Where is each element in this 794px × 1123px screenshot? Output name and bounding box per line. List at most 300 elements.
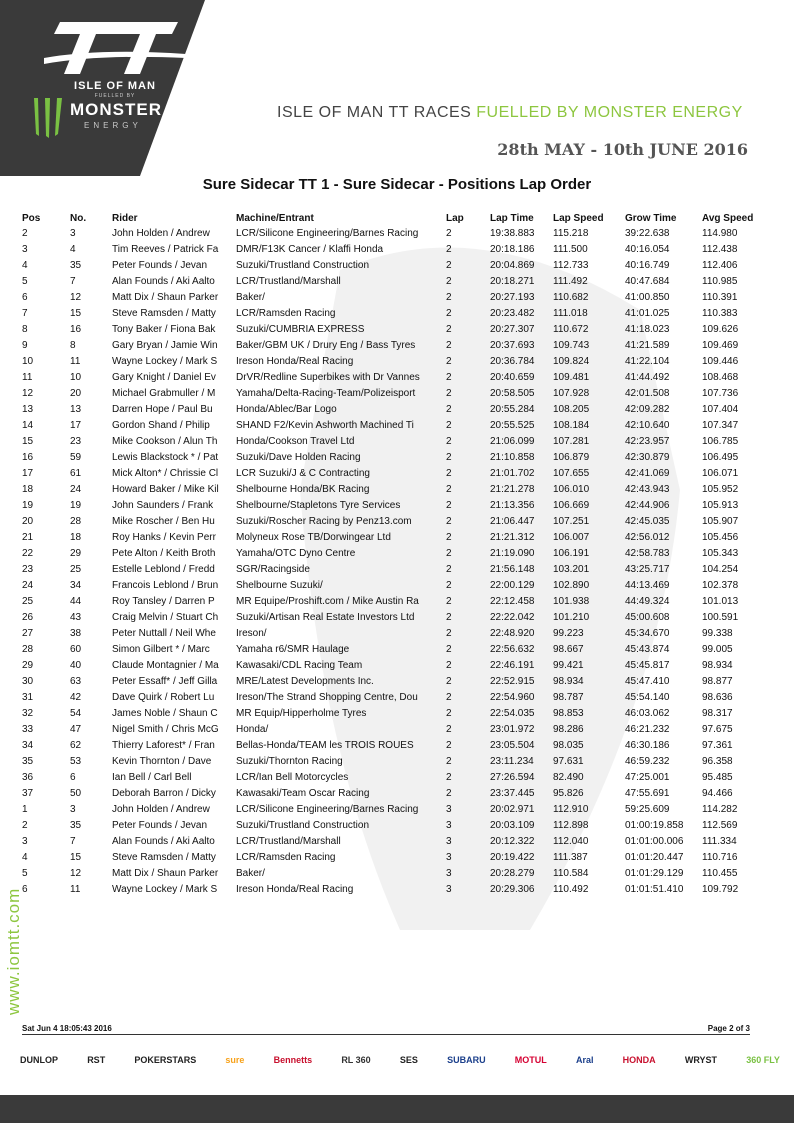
table-cell: 7 xyxy=(70,275,76,287)
table-cell: 2 xyxy=(446,739,452,751)
table-cell: 112.406 xyxy=(702,259,738,271)
table-cell: 4 xyxy=(22,851,28,863)
table-cell: 99.005 xyxy=(702,643,733,655)
table-cell: 41:00.850 xyxy=(625,291,670,303)
table-cell: 3 xyxy=(446,867,452,879)
table-cell: 20:36.784 xyxy=(490,355,535,367)
table-cell: 14 xyxy=(22,419,34,431)
table-cell: 112.910 xyxy=(553,803,589,815)
table-cell: 31 xyxy=(22,691,34,703)
table-cell: 112.733 xyxy=(553,259,589,271)
table-cell: 97.631 xyxy=(553,755,584,767)
table-cell: 105.913 xyxy=(702,499,739,511)
column-header: Lap Time xyxy=(490,212,534,224)
table-cell: 107.404 xyxy=(702,403,739,415)
table-cell: 109.743 xyxy=(553,339,590,351)
table-cell: Shelbourne Suzuki/ xyxy=(236,579,323,591)
table-cell: 2 xyxy=(446,355,452,367)
table-cell: 111.492 xyxy=(553,275,588,287)
table-cell: 3 xyxy=(22,243,28,255)
table-cell: 2 xyxy=(22,819,28,831)
table-cell: 38 xyxy=(70,627,82,639)
table-cell: 35 xyxy=(70,259,82,271)
table-cell: Suzuki/Trustland Construction xyxy=(236,819,370,831)
table-cell: 27 xyxy=(22,627,34,639)
table-cell: 20:02.971 xyxy=(490,803,535,815)
table-row xyxy=(22,561,766,577)
table-cell: 01:01:29.129 xyxy=(625,867,684,879)
table-cell: 112.040 xyxy=(553,835,589,847)
table-cell: 50 xyxy=(70,787,82,799)
table-row xyxy=(22,353,766,369)
table-cell: 59:25.609 xyxy=(625,803,670,815)
table-cell: 23:05.504 xyxy=(490,739,535,751)
table-cell: 20:55.525 xyxy=(490,419,535,431)
table-cell: 98.035 xyxy=(553,739,584,751)
table-cell: 2 xyxy=(446,563,452,575)
table-row xyxy=(22,225,766,241)
table-cell: 2 xyxy=(446,627,452,639)
table-cell: 20:03.109 xyxy=(490,819,535,831)
table-cell: 20:12.322 xyxy=(490,835,535,847)
table-cell: 2 xyxy=(446,499,452,511)
table-cell: 46:03.062 xyxy=(625,707,670,719)
table-cell: 20:29.306 xyxy=(490,883,535,895)
table-cell: 46:59.232 xyxy=(625,755,670,767)
sponsor-logo: POKERSTARS xyxy=(134,1055,197,1065)
table-cell: 45:43.874 xyxy=(625,643,670,655)
table-cell: Roy Tansley / Darren P xyxy=(112,595,215,607)
table-cell: 45:54.140 xyxy=(625,691,670,703)
table-cell: Honda/Ablec/Bar Logo xyxy=(236,403,337,415)
sponsor-logo: Bennetts xyxy=(273,1055,313,1065)
table-cell: 112.438 xyxy=(702,243,738,255)
table-cell: 2 xyxy=(446,387,452,399)
table-cell: 42:43.943 xyxy=(625,483,670,495)
table-cell: Baker/ xyxy=(236,867,265,879)
table-cell: 2 xyxy=(446,515,452,527)
table-row xyxy=(22,465,766,481)
table-cell: 114.282 xyxy=(702,803,738,815)
table-cell: 20:27.307 xyxy=(490,323,535,335)
table-cell: 33 xyxy=(22,723,34,735)
table-row xyxy=(22,817,766,833)
table-cell: 22:22.042 xyxy=(490,611,535,623)
table-cell: 42:56.012 xyxy=(625,531,670,543)
table-cell: 3 xyxy=(446,803,452,815)
table-cell: 3 xyxy=(70,227,76,239)
footer-page-number: Page 2 of 3 xyxy=(707,1024,750,1033)
table-cell: 20:04.869 xyxy=(490,259,535,271)
table-cell: 110.492 xyxy=(553,883,589,895)
table-row xyxy=(22,657,766,673)
table-cell: Estelle Leblond / Fredd xyxy=(112,563,215,575)
table-cell: Ian Bell / Carl Bell xyxy=(112,771,192,783)
table-cell: 40:16.054 xyxy=(625,243,670,255)
table-cell: Kawasaki/CDL Racing Team xyxy=(236,659,363,671)
table-cell: 42:01.508 xyxy=(625,387,670,399)
table-cell: 5 xyxy=(22,275,28,287)
table-cell: 98.853 xyxy=(553,707,584,719)
table-cell: 2 xyxy=(446,531,452,543)
table-row xyxy=(22,417,766,433)
table-cell: 27:26.594 xyxy=(490,771,535,783)
table-cell: Ireson/ xyxy=(236,627,267,639)
table-cell: 105.456 xyxy=(702,531,739,543)
table-cell: 20:40.659 xyxy=(490,371,535,383)
side-url: www.iomtt.com xyxy=(4,887,23,1015)
table-cell: 3 xyxy=(446,883,452,895)
table-cell: 42 xyxy=(70,691,82,703)
table-cell: Suzuki/CUMBRIA EXPRESS xyxy=(236,323,365,335)
table-cell: 111.387 xyxy=(553,851,588,863)
table-cell: 110.383 xyxy=(702,307,738,319)
table-cell: 16 xyxy=(70,323,82,335)
table-cell: 41:22.104 xyxy=(625,355,670,367)
table-cell: Lewis Blackstock * / Pat xyxy=(112,451,219,463)
table-cell: 20 xyxy=(22,515,34,527)
table-cell: Honda/ xyxy=(236,723,269,735)
table-cell: 01:01:00.006 xyxy=(625,835,684,847)
table-cell: 110.985 xyxy=(702,275,738,287)
table-cell: 22:48.920 xyxy=(490,627,535,639)
table-cell: Claude Montagnier / Ma xyxy=(112,659,219,671)
table-cell: 46:30.186 xyxy=(625,739,670,751)
table-cell: Yamaha/Delta-Racing-Team/Polizeisport xyxy=(236,387,416,399)
table-cell: Deborah Barron / Dicky xyxy=(112,787,216,799)
sponsor-logo: SES xyxy=(399,1055,418,1065)
table-cell: 2 xyxy=(446,227,452,239)
table-cell: 3 xyxy=(446,851,452,863)
table-cell: 61 xyxy=(70,467,82,479)
table-cell: 2 xyxy=(446,467,452,479)
table-cell: 102.890 xyxy=(553,579,590,591)
table-cell: 21:56.148 xyxy=(490,563,535,575)
table-cell: 29 xyxy=(22,659,34,671)
table-cell: Simon Gilbert * / Marc xyxy=(112,643,210,655)
isle-of-man-label: ISLE OF MAN xyxy=(74,80,156,92)
header-title xyxy=(277,104,743,122)
sponsor-logo: WRYST xyxy=(684,1055,718,1065)
table-cell: 29 xyxy=(70,547,82,559)
table-cell: 102.378 xyxy=(702,579,739,591)
table-cell: MR Equipe/Proshift.com / Mike Austin Ra xyxy=(236,595,419,607)
table-cell: 16 xyxy=(22,451,34,463)
table-cell: 107.347 xyxy=(702,419,739,431)
table-cell: 2 xyxy=(446,339,452,351)
table-cell: 94.466 xyxy=(702,787,733,799)
table-cell: 98.667 xyxy=(553,643,584,655)
column-header: Pos xyxy=(22,212,41,224)
table-cell: 21:06.447 xyxy=(490,515,535,527)
table-cell: MRE/Latest Developments Inc. xyxy=(236,675,374,687)
table-cell: 22:46.191 xyxy=(490,659,535,671)
table-row xyxy=(22,785,766,801)
table-cell: LCR/Ramsden Racing xyxy=(236,307,336,319)
table-cell: 41:21.589 xyxy=(625,339,670,351)
table-cell: 8 xyxy=(70,339,76,351)
table-cell: 2 xyxy=(446,691,452,703)
table-cell: 12 xyxy=(70,291,82,303)
table-cell: Bellas-Honda/TEAM les TROIS ROUES xyxy=(236,739,414,751)
table-cell: 109.792 xyxy=(702,883,739,895)
table-cell: 44 xyxy=(70,595,82,607)
results-table xyxy=(22,211,766,897)
table-cell: 43 xyxy=(70,611,82,623)
table-cell: 35 xyxy=(70,819,82,831)
table-cell: 47:25.001 xyxy=(625,771,670,783)
sponsor-logo: RST xyxy=(87,1055,106,1065)
table-cell: Ireson/The Strand Shopping Centre, Dou xyxy=(236,691,418,703)
document-title: Sure Sidecar TT 1 - Sure Sidecar - Positions Lap Order xyxy=(202,176,592,193)
table-cell: 2 xyxy=(446,595,452,607)
table-cell: 106.669 xyxy=(553,499,590,511)
table-row xyxy=(22,577,766,593)
table-cell: Shelbourne/Stapletons Tyre Services xyxy=(236,499,401,511)
table-cell: Kawasaki/Team Oscar Racing xyxy=(236,787,370,799)
table-cell: Peter Founds / Jevan xyxy=(112,259,208,271)
table-cell: 32 xyxy=(22,707,34,719)
table-row xyxy=(22,801,766,817)
table-cell: 82.490 xyxy=(553,771,584,783)
table-cell: 44:13.469 xyxy=(625,579,670,591)
table-cell: 111.500 xyxy=(553,243,588,255)
table-row xyxy=(22,769,766,785)
table-cell: SGR/Racingside xyxy=(236,563,310,575)
table-cell: 106.495 xyxy=(702,451,739,463)
monster-claw-icon xyxy=(28,96,68,138)
table-cell: Tim Reeves / Patrick Fa xyxy=(112,243,219,255)
table-cell: 107.736 xyxy=(702,387,739,399)
table-row xyxy=(22,321,766,337)
table-cell: Howard Baker / Mike Kil xyxy=(112,483,219,495)
table-cell: 15 xyxy=(22,435,34,447)
table-cell: 9 xyxy=(22,339,28,351)
table-cell: Suzuki/Artisan Real Estate Investors Ltd xyxy=(236,611,415,623)
table-cell: 97.361 xyxy=(702,739,733,751)
table-row xyxy=(22,641,766,657)
table-row xyxy=(22,241,766,257)
sponsor-logo: SUBARU xyxy=(447,1055,486,1065)
footer-divider xyxy=(22,1034,750,1035)
table-cell: James Noble / Shaun C xyxy=(112,707,218,719)
table-row xyxy=(22,849,766,865)
table-cell: Suzuki/Roscher Racing by Penz13.com xyxy=(236,515,412,527)
column-header: Lap Speed xyxy=(553,212,604,224)
table-cell: 2 xyxy=(446,291,452,303)
table-cell: Shelbourne Honda/BK Racing xyxy=(236,483,370,495)
monster-wordmark: MONSTER xyxy=(70,100,162,119)
table-cell: 2 xyxy=(446,787,452,799)
table-header-row xyxy=(22,211,766,225)
table-cell: 21:01.702 xyxy=(490,467,535,479)
table-cell: LCR Suzuki/J & C Contracting xyxy=(236,467,370,479)
table-cell: 34 xyxy=(70,579,82,591)
table-cell: 96.358 xyxy=(702,755,733,767)
table-cell: 101.938 xyxy=(553,595,590,607)
table-cell: 20 xyxy=(70,387,82,399)
table-cell: 45:00.608 xyxy=(625,611,670,623)
column-header: Grow Time xyxy=(625,212,677,224)
fuelled-by-label: FUELLED BY xyxy=(94,93,136,99)
sponsor-logo: DUNLOP xyxy=(20,1055,58,1065)
table-cell: 108.205 xyxy=(553,403,590,415)
table-cell: 95.826 xyxy=(553,787,584,799)
table-cell: 45:47.410 xyxy=(625,675,670,687)
table-cell: 44:49.324 xyxy=(625,595,670,607)
table-cell: 100.591 xyxy=(702,611,739,623)
table-cell: 47 xyxy=(70,723,82,735)
table-cell: 3 xyxy=(446,835,452,847)
table-cell: 2 xyxy=(446,611,452,623)
table-cell: 25 xyxy=(22,595,34,607)
table-cell: 35 xyxy=(22,755,34,767)
table-cell: 106.010 xyxy=(553,483,590,495)
table-cell: 98.787 xyxy=(553,691,584,703)
table-cell: LCR/Trustland/Marshall xyxy=(236,275,341,287)
table-cell: Wayne Lockey / Mark S xyxy=(112,883,218,895)
table-cell: 42:09.282 xyxy=(625,403,670,415)
column-header: Rider xyxy=(112,212,138,224)
table-cell: LCR/Silicone Engineering/Barnes Racing xyxy=(236,803,419,815)
table-cell: 01:01:51.410 xyxy=(625,883,684,895)
table-row xyxy=(22,881,766,897)
table-cell: 42:45.035 xyxy=(625,515,670,527)
table-cell: Thierry Laforest* / Fran xyxy=(112,739,215,751)
table-cell: 41:01.025 xyxy=(625,307,670,319)
table-cell: Francois Leblond / Brun xyxy=(112,579,219,591)
table-cell: 110.682 xyxy=(553,291,589,303)
table-cell: 5 xyxy=(22,867,28,879)
header-title-highlight: FUELLED BY MONSTER ENERGY xyxy=(476,104,743,121)
table-cell: 28 xyxy=(22,643,34,655)
table-cell: 20:18.186 xyxy=(490,243,535,255)
table-cell: 17 xyxy=(70,419,82,431)
table-cell: 105.907 xyxy=(702,515,739,527)
sponsor-logo: 360 FLY xyxy=(746,1055,780,1065)
table-cell: 60 xyxy=(70,643,82,655)
table-cell: 43:25.717 xyxy=(625,563,670,575)
table-cell: LCR/Ian Bell Motorcycles xyxy=(236,771,349,783)
table-cell: 98.934 xyxy=(702,659,733,671)
table-row xyxy=(22,833,766,849)
table-cell: 15 xyxy=(70,307,82,319)
table-cell: 8 xyxy=(22,323,28,335)
table-cell: 99.223 xyxy=(553,627,584,639)
table-row xyxy=(22,401,766,417)
table-cell: SHAND F2/Kevin Ashworth Machined Ti xyxy=(236,419,414,431)
table-cell: Suzuki/Dave Holden Racing xyxy=(236,451,361,463)
table-cell: Roy Hanks / Kevin Perr xyxy=(112,531,216,543)
table-cell: 7 xyxy=(22,307,28,319)
table-cell: 15 xyxy=(70,851,82,863)
table-cell: 110.455 xyxy=(702,867,738,879)
table-cell: 99.421 xyxy=(553,659,584,671)
table-cell: 2 xyxy=(446,659,452,671)
sponsor-logo: RL 360 xyxy=(341,1055,371,1065)
table-cell: 109.469 xyxy=(702,339,739,351)
table-cell: 22:54.035 xyxy=(490,707,535,719)
table-cell: 59 xyxy=(70,451,82,463)
table-cell: 106.879 xyxy=(553,451,590,463)
table-cell: 22:12.458 xyxy=(490,595,535,607)
table-cell: 23 xyxy=(70,435,82,447)
table-cell: 109.824 xyxy=(553,355,590,367)
table-row xyxy=(22,497,766,513)
table-cell: 20:27.193 xyxy=(490,291,535,303)
table-cell: 107.928 xyxy=(553,387,590,399)
table-cell: Peter Founds / Jevan xyxy=(112,819,208,831)
table-cell: Wayne Lockey / Mark S xyxy=(112,355,218,367)
table-cell: Dave Quirk / Robert Lu xyxy=(112,691,215,703)
table-cell: 21:21.278 xyxy=(490,483,535,495)
table-cell: 2 xyxy=(446,323,452,335)
table-cell: Craig Melvin / Stuart Ch xyxy=(112,611,219,623)
table-cell: 37 xyxy=(22,787,34,799)
table-cell: 106.191 xyxy=(553,547,590,559)
table-cell: 40:47.684 xyxy=(625,275,670,287)
tt-logo-icon xyxy=(40,18,190,78)
table-cell: 111.018 xyxy=(553,307,588,319)
table-cell: 41:44.492 xyxy=(625,371,670,383)
column-header: No. xyxy=(70,212,87,224)
table-row xyxy=(22,289,766,305)
table-row xyxy=(22,513,766,529)
table-cell: 106.785 xyxy=(702,435,739,447)
table-cell: 114.980 xyxy=(702,227,738,239)
table-cell: 28 xyxy=(70,515,82,527)
table-row xyxy=(22,257,766,273)
table-cell: Matt Dix / Shaun Parker xyxy=(112,867,219,879)
table-cell: Yamaha r6/SMR Haulage xyxy=(236,643,350,655)
table-cell: 109.626 xyxy=(702,323,739,335)
table-cell: 95.485 xyxy=(702,771,733,783)
table-cell: Suzuki/Thornton Racing xyxy=(236,755,343,767)
table-cell: LCR/Trustland/Marshall xyxy=(236,835,341,847)
table-cell: 20:23.482 xyxy=(490,307,535,319)
table-row xyxy=(22,753,766,769)
table-row xyxy=(22,593,766,609)
table-cell: 98.877 xyxy=(702,675,733,687)
table-cell: 2 xyxy=(446,579,452,591)
table-cell: 107.281 xyxy=(553,435,590,447)
table-cell: 1 xyxy=(22,803,28,815)
table-cell: 22:52.915 xyxy=(490,675,535,687)
table-cell: 21:10.858 xyxy=(490,451,535,463)
table-cell: 24 xyxy=(22,579,34,591)
table-cell: 4 xyxy=(70,243,76,255)
table-cell: 97.675 xyxy=(702,723,733,735)
table-cell: 34 xyxy=(22,739,34,751)
table-cell: 20:55.284 xyxy=(490,403,535,415)
table-cell: 22:54.960 xyxy=(490,691,535,703)
table-cell: John Holden / Andrew xyxy=(112,227,210,239)
table-row xyxy=(22,433,766,449)
table-cell: John Holden / Andrew xyxy=(112,803,210,815)
table-row xyxy=(22,673,766,689)
sponsor-logo: sure xyxy=(225,1055,245,1065)
table-cell: MR Equip/Hipperholme Tyres xyxy=(236,707,367,719)
table-cell: 18 xyxy=(70,531,82,543)
table-cell: LCR/Ramsden Racing xyxy=(236,851,336,863)
table-cell: 108.468 xyxy=(702,371,739,383)
table-cell: 19 xyxy=(22,499,34,511)
table-cell: 2 xyxy=(446,371,452,383)
table-cell: DrVR/Redline Superbikes with Dr Vannes xyxy=(236,371,420,383)
table-cell: 98.636 xyxy=(702,691,733,703)
table-cell: 20:37.693 xyxy=(490,339,535,351)
table-cell: 6 xyxy=(22,883,28,895)
